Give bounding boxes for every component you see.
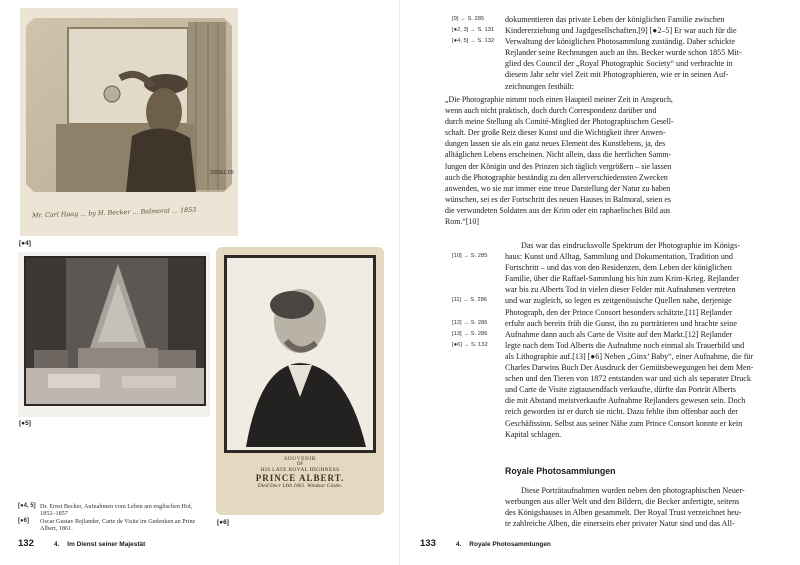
text-line: war bis zu Alberts Tod in vielen dieser Felder mit Aufnahmen vertreten xyxy=(505,285,736,295)
margin-ref: [●4, 5] → S. 132 xyxy=(452,38,495,45)
card-line-died: Died Decr 14th 1861. Windsor Castle. xyxy=(257,483,343,489)
text-line: des Königshauses in Alben gesammelt. Der Royal Trust verzeichnet heu- xyxy=(505,508,742,518)
quote-line: Rom.“[10] xyxy=(445,217,479,227)
card-caption xyxy=(216,456,384,489)
margin-ref: [9] → S. 285 xyxy=(452,16,485,22)
figure-label-6: [●6] xyxy=(217,519,229,526)
text-line: erfuhr auch bereits früh die Gunst, ihn zu porträtieren und brachte seine xyxy=(505,318,737,328)
block-quote xyxy=(445,94,735,227)
text-line: Kapital schlagen. xyxy=(505,429,562,439)
photo-becker-window xyxy=(20,8,238,236)
margin-ref: [11] → S. 286 xyxy=(452,297,488,304)
quote-line: wenn auch nicht praktisch, doch durch Correspondenz darüber und xyxy=(445,106,657,116)
margin-ref xyxy=(452,240,488,251)
margin-ref xyxy=(452,262,488,273)
caption-row xyxy=(18,518,198,533)
quote-line: anwenden, wo sie nur immer eine treue Darstellung der Natur zu haben xyxy=(445,183,671,193)
text-line: als Lithographie auf.[13] [●6] Neben „Ginx’ Baby“, einer Aufnahme, die für xyxy=(505,351,754,361)
caption-text: Oscar Gustav Rejlander, Carte de Visite im Gedenken an Prinz Albert, 1861. xyxy=(40,517,196,533)
photo-stamp: 29DEC05 xyxy=(210,170,234,176)
quote-line: wünschen, sei es der Fortschritt des neuen Hauses in Balmoral, seien es xyxy=(445,194,671,204)
quote-line: dungen lassen sie als ein ganz neues Element des Kunstlebens, ja, des xyxy=(445,139,666,149)
card-line-highness: HIS LATE ROYAL HIGHNESS xyxy=(260,467,340,473)
card-line-name: PRINCE ALBERT. xyxy=(255,473,345,483)
margin-ref: [12] → S. 286 xyxy=(452,319,488,326)
text-line: zeichnungen festhält: xyxy=(505,81,574,91)
quote-line: schaft. Der große Reiz dieser Kunst und die Wichtigkeit ihrer Anwen- xyxy=(445,128,666,138)
page-number: 133 xyxy=(420,538,436,549)
text-line: die mit Abstand meistverkaufte Aufnahme Rejlanders gewesen sein. Doch xyxy=(505,396,746,406)
photo-inscription: Mr. Carl Haag ... by H. Becker ... Balmoral ... 1853 xyxy=(31,205,197,220)
margin-refs-2 xyxy=(452,240,488,351)
page-number: 132 xyxy=(18,538,34,549)
paragraph-3 xyxy=(505,485,785,529)
card-line-souvenir: SOUVENIR xyxy=(284,456,316,462)
caption-text: Dr. Ernst Becker, Aufnahmen vom Leben am englischen Hof, 1852–1857 xyxy=(40,503,193,518)
text-line: und Carte de Visite zigtausendfach verkaufte, dürfte das Porträt Alberts xyxy=(505,385,736,395)
text-line: glied des Council der „Royal Photographic Society“ und verbrachte in xyxy=(505,59,733,69)
chapter-title: Royale Photosammlungen xyxy=(469,541,551,548)
text-line: Familie, über die Raffael-Sammlung bis hin zum Krim-Krieg. Rejlander xyxy=(505,274,740,284)
card-line-of: OF xyxy=(296,462,304,467)
chapter-number: 4. xyxy=(53,541,60,548)
text-line: Das war das eindrucksvolle Spektrum der Photographie im Königs- xyxy=(521,241,740,250)
text-line: werbungen aus aller Welt und den Bildern, die Becker anfertigte, seitens xyxy=(505,497,740,507)
figure-captions xyxy=(18,503,198,533)
text-line: Geschäftssinn. Selbst aus seiner Nähe zum Prince Consort konnte er kein xyxy=(505,418,743,428)
text-line: Rejlander seine Rechnungen auch an ihn. Becker wurde schon 1855 Mit- xyxy=(505,48,742,58)
left-footer xyxy=(18,538,145,549)
text-line: Fortschritt – und das von den Residenzen, dem Leben der königlichen xyxy=(505,263,732,273)
text-line: dokumentieren das private Leben der königlichen Familie zwischen xyxy=(505,15,725,24)
text-line: schen und den Tieren von 1872 entstanden war und sich als separater Druck xyxy=(505,374,751,384)
text-line: Verwaltung der königlichen Photosammlung zuständig. Daher schickte xyxy=(505,37,735,47)
margin-ref: [●2, 3] → S. 131 xyxy=(452,27,495,34)
caption-ref: [●4, 5] xyxy=(18,503,36,509)
quote-line: die verwundeten Soldaten aus der Krim oder ein raphaelisches Bild aus xyxy=(445,205,671,215)
figure-label-4: [●4] xyxy=(19,240,31,247)
margin-ref: [13] → S. 286 xyxy=(452,330,488,337)
chapter-number: 4. xyxy=(455,541,462,548)
text-line: Photograph, den der Prince Consort besonders schätzte.[11] Rejlander xyxy=(505,307,732,317)
paragraph-1 xyxy=(505,14,785,92)
quote-line: „Die Photographie nimmt noch einen Haupteil meiner Zeit in Anspruch, xyxy=(445,95,673,104)
right-footer xyxy=(420,538,551,549)
caption-row xyxy=(18,503,198,518)
right-page xyxy=(400,0,800,565)
chapter-title: Im Dienst seiner Majestät xyxy=(67,541,146,548)
text-line: Aufnahme dann auch als Carte de Visite auf den Markt.[12] Rejlander xyxy=(505,329,733,339)
photo-christmas-tree xyxy=(18,252,210,417)
text-line: Diese Porträtaufnahmen wurden neben den photographischen Neuer- xyxy=(521,486,745,495)
section-heading: Royale Photosammlungen xyxy=(505,466,616,476)
text-line: te zahlreiche Alben, die einerseits eher privater Natur sind und das All- xyxy=(505,519,735,529)
quote-line: alltäglichen Lebens erscheinen. Nicht allein, dass die herrlichen Samm- xyxy=(445,150,672,160)
text-line: Kindererziehung und Jagdgesellschaften.[9] [●2–5] Er war auch für die xyxy=(505,26,737,36)
margin-ref: [10] → S. 285 xyxy=(452,253,488,260)
text-line: reich geworden ist er durch sie nicht. Dazu fehlte ihm offenbar auch der xyxy=(505,407,738,417)
text-line: Charles Darwins Buch Der Ausdruck der Gemütsbewegungen bei dem Men- xyxy=(505,363,754,373)
quote-line: durch meine Stellung als Comité-Mitglied der Photographischen Gesell- xyxy=(445,117,674,127)
margin-ref xyxy=(452,273,488,284)
margin-ref xyxy=(452,284,488,295)
margin-refs-1 xyxy=(452,14,494,47)
text-line: und war zugleich, so legen es zeitgenössische Quellen nahe, derjenige xyxy=(505,296,732,306)
text-line: legte nach dem Tod Alberts die Aufnahme noch einmal als Trauerbild und xyxy=(505,340,745,350)
figure-label-5: [●5] xyxy=(19,420,31,427)
margin-ref: [●6] → S. 132 xyxy=(452,341,488,348)
text-line: diesem Jahr sehr viel Zeit mit Photographieren, wie er in seinen Auf- xyxy=(505,70,729,80)
paragraph-2 xyxy=(505,240,785,440)
margin-ref xyxy=(452,307,488,318)
quote-line: auch die Photographie beständig zu den allerverschiedensten Zwecken xyxy=(445,172,668,182)
caption-ref: [●6] xyxy=(18,517,29,524)
text-line: haus: Kunst und Alltag, Sammlung und Dokumentation, Tradition und xyxy=(505,252,733,262)
quote-line: lungen der Königin und des Prinzen sich täglich vergrößern – sie lassen xyxy=(445,161,672,171)
